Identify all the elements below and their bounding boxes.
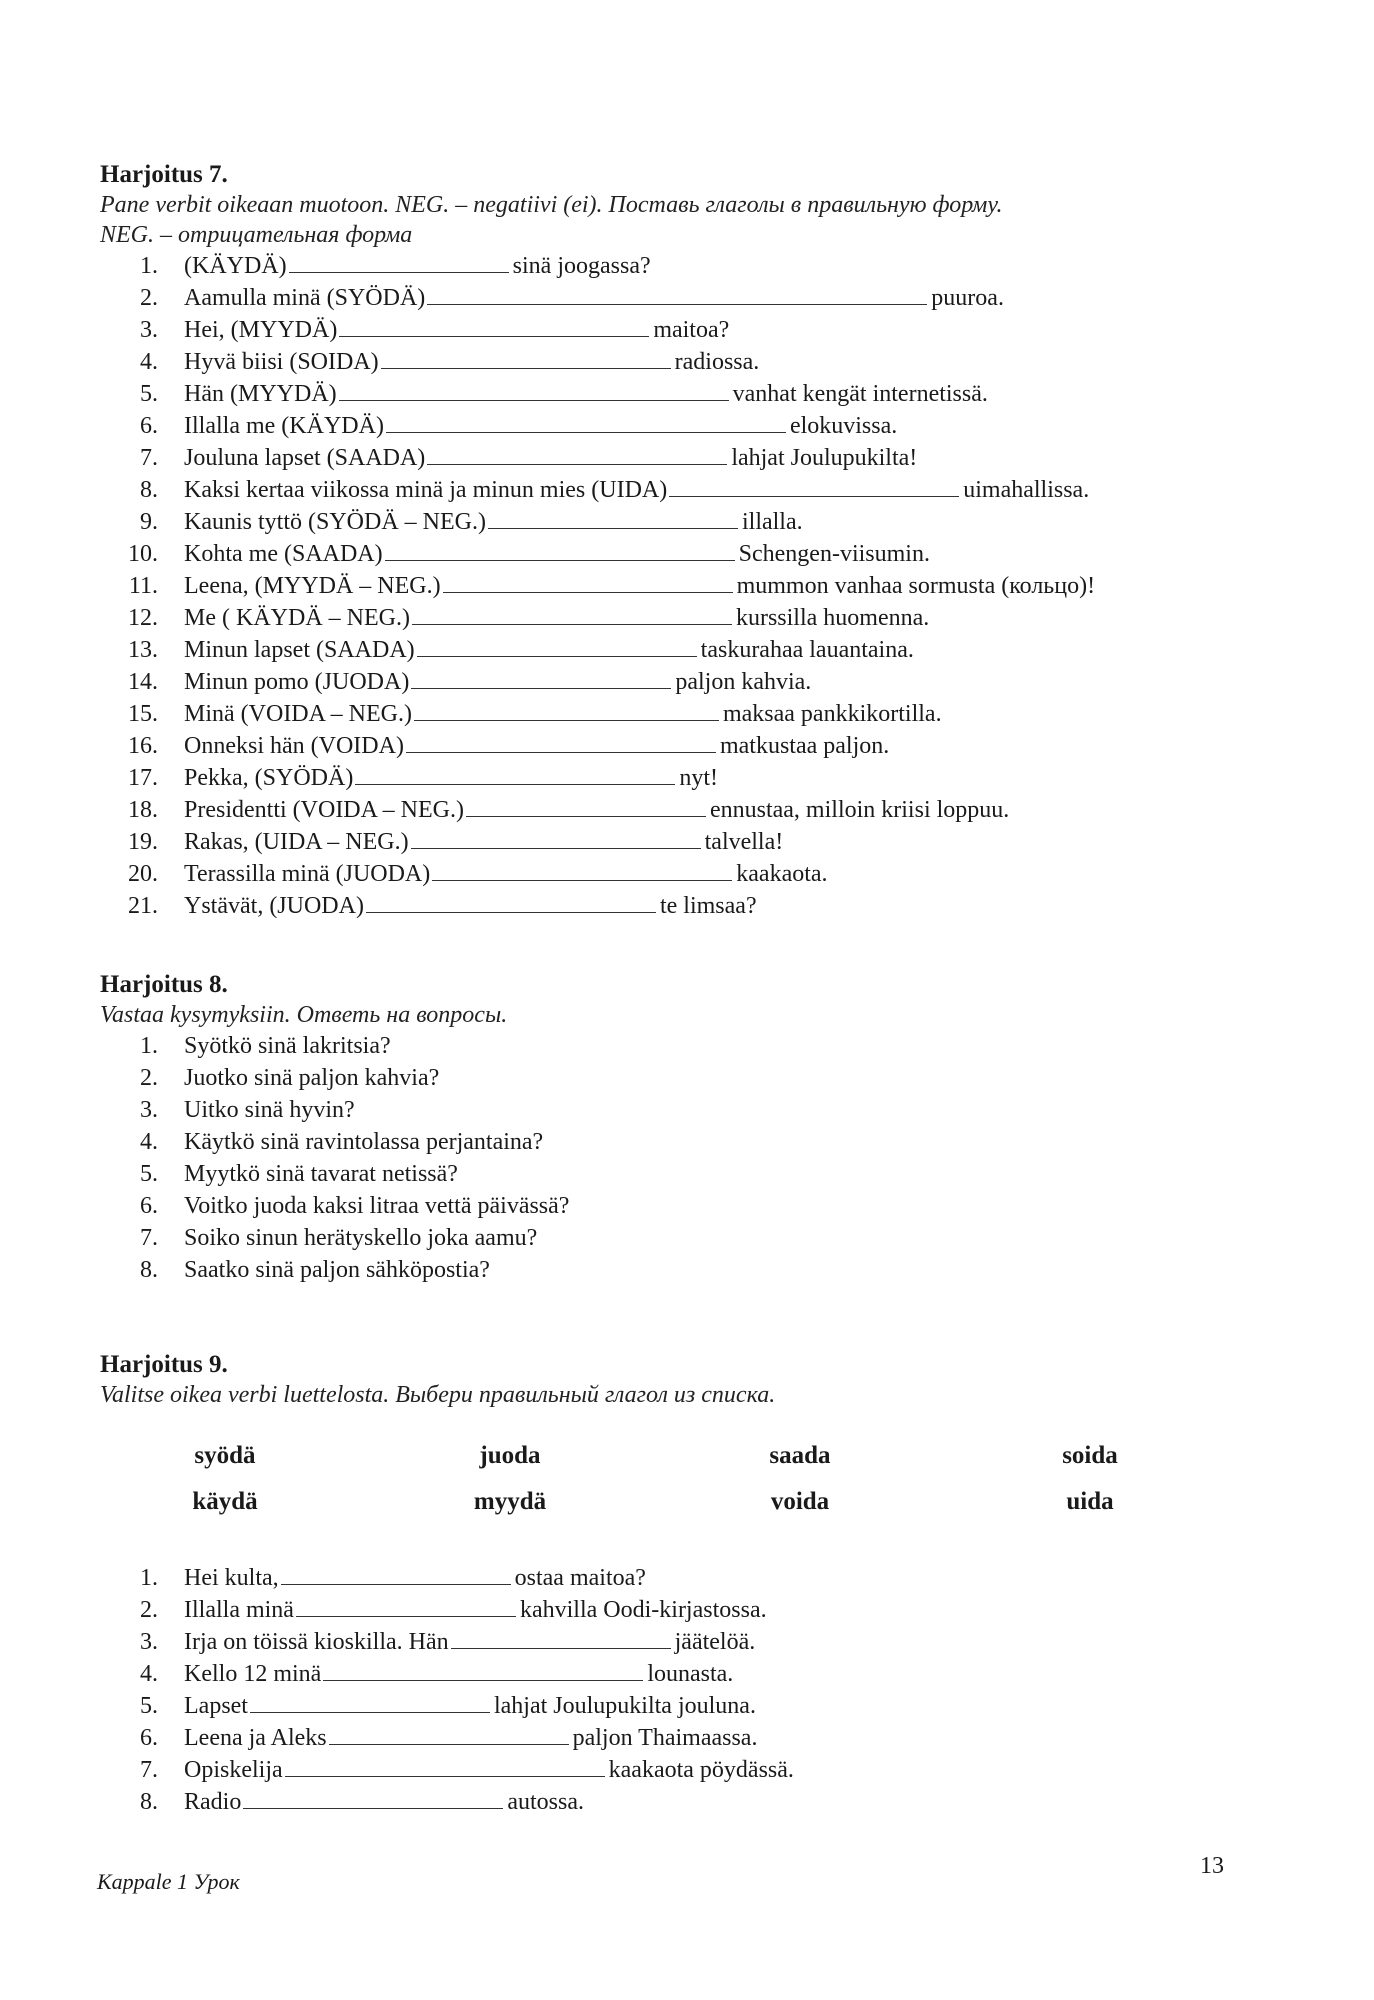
exercise-9-item-prompt: Irja on töissä kioskilla. Hän [184, 1629, 449, 1655]
exercise-7-item-prompt: Ystävät, (JUODA) [184, 893, 364, 919]
exercise-7-instruction: Pane verbit oikeaan muotoon. NEG. – negatiivi (ei). Поставь глаголы в правильную форму. [100, 192, 1003, 218]
exercise-9-answer-blank[interactable] [296, 1594, 516, 1617]
exercise-7-answer-blank[interactable] [669, 474, 959, 497]
exercise-9-item-prompt: Hei kulta, [184, 1565, 279, 1591]
exercise-9 [100, 1350, 775, 1410]
exercise-7-item-text [184, 570, 1095, 602]
exercise-7-item-text [184, 826, 783, 858]
exercise-7-item [100, 826, 1002, 858]
exercise-8-question-number: 6. [140, 1193, 158, 1219]
exercise-7-item-text [184, 602, 929, 634]
exercise-7-item [100, 474, 1090, 506]
exercise-7-item-number: 12. [128, 605, 158, 631]
exercise-9-item-number: 7. [140, 1757, 158, 1783]
exercise-7-answer-blank[interactable] [427, 282, 927, 305]
exercise-7-item-prompt: Aamulla minä (SYÖDÄ) [184, 285, 426, 311]
exercise-9-answer-blank[interactable] [323, 1658, 643, 1681]
exercise-7-item-number: 6. [140, 413, 158, 439]
exercise-7-item-text [184, 282, 1004, 314]
exercise-9-item-text [184, 1594, 767, 1626]
exercise-7-item [100, 602, 1002, 634]
exercise-7-item-continuation: kaakaota. [736, 861, 828, 887]
exercise-7-item-text [184, 378, 988, 410]
exercise-7-answer-blank[interactable] [289, 250, 509, 273]
exercise-7-item-prompt: Minä (VOIDA – NEG.) [184, 701, 412, 727]
exercise-7-item-number: 4. [140, 349, 158, 375]
exercise-7-item-number: 15. [128, 701, 158, 727]
verb-word: myydä [473, 1488, 547, 1515]
exercise-7-item-text [184, 634, 914, 666]
exercise-7-item-text [184, 410, 897, 442]
exercise-7-item-number: 5. [140, 381, 158, 407]
exercise-7-item [100, 378, 1002, 410]
exercise-7-answer-blank[interactable] [381, 346, 671, 369]
exercise-7-item-number: 9. [140, 509, 158, 535]
exercise-7-item-prompt: Minun pomo (JUODA) [184, 669, 410, 695]
exercise-9-item-number: 4. [140, 1661, 158, 1687]
exercise-7-item-prompt: Kohta me (SAADA) [184, 541, 383, 567]
exercise-7-item-text [184, 890, 757, 922]
exercise-9-item-continuation: lahjat Joulupukilta jouluna. [493, 1693, 756, 1719]
exercise-7-item-prompt: Hän (MYYDÄ) [184, 381, 337, 407]
exercise-9-item-continuation: jäätelöä. [674, 1629, 756, 1655]
exercise-7-item [100, 730, 1002, 762]
exercise-7-item-number: 20. [128, 861, 158, 887]
exercise-7-item-number: 8. [140, 477, 158, 503]
exercise-7 [100, 160, 1096, 922]
exercise-9-item-number: 6. [140, 1725, 158, 1751]
exercise-8-instruction: Vastaa kysymyksiin. Ответь на вопросы. [100, 1002, 508, 1028]
exercise-7-item-number: 14. [128, 669, 158, 695]
exercise-8-question-text: Syötkö sinä lakritsia? [184, 1033, 391, 1059]
exercise-7-item [100, 442, 1002, 474]
exercise-9-answer-blank[interactable] [329, 1722, 569, 1745]
exercise-7-item-continuation: taskurahaa lauantaina. [700, 637, 914, 663]
exercise-7-item-continuation: puuroa. [931, 285, 1004, 311]
exercise-7-list [100, 250, 1096, 922]
exercise-7-answer-blank[interactable] [339, 378, 729, 401]
exercise-8-question-text: Voitko juoda kaksi litraa vettä päivässä? [184, 1193, 570, 1219]
exercise-9-item-continuation: lounasta. [647, 1661, 734, 1687]
exercise-9-item-text [184, 1722, 757, 1754]
exercise-7-item-text [184, 698, 942, 730]
exercise-7-answer-blank[interactable] [385, 538, 735, 561]
exercise-8-question-text: Juotko sinä paljon kahvia? [184, 1065, 440, 1091]
exercise-7-item-prompt: Leena, (MYYDÄ – NEG.) [184, 573, 441, 599]
exercise-8-list [100, 1030, 570, 1286]
exercise-7-answer-blank[interactable] [339, 314, 649, 337]
exercise-9-answer-blank[interactable] [281, 1562, 511, 1585]
exercise-7-answer-blank[interactable] [411, 826, 701, 849]
exercise-9-item-continuation: paljon Thaimaassa. [572, 1725, 758, 1751]
exercise-9-item-number: 3. [140, 1629, 158, 1655]
exercise-7-item-text [184, 538, 930, 570]
exercise-7-item-text [184, 666, 811, 698]
exercise-7-item-prompt: Hei, (MYYDÄ) [184, 317, 338, 343]
exercise-7-item-number: 3. [140, 317, 158, 343]
exercise-7-item-text [184, 314, 729, 346]
page-number: 13 [1200, 1853, 1224, 1879]
verb-word: uida [1066, 1488, 1114, 1515]
exercise-8-question [100, 1126, 544, 1158]
exercise-9-item-prompt: Leena ja Aleks [184, 1725, 327, 1751]
exercise-7-item-text [184, 762, 718, 794]
exercise-9-item-number: 1. [140, 1565, 158, 1591]
exercise-7-answer-blank[interactable] [466, 794, 706, 817]
exercise-9-answer-blank[interactable] [243, 1786, 503, 1809]
exercise-8-question [100, 1062, 507, 1094]
exercise-7-item-text [184, 442, 917, 474]
exercise-7-item-continuation: nyt! [679, 765, 718, 791]
exercise-7-item-number: 21. [128, 893, 158, 919]
exercise-8-question-number: 2. [140, 1065, 158, 1091]
exercise-7-item [100, 794, 1010, 826]
exercise-7-item-continuation: lahjat Joulupukilta! [731, 445, 918, 471]
exercise-7-item-prompt: Onneksi hän (VOIDA) [184, 733, 404, 759]
exercise-7-answer-blank[interactable] [443, 570, 733, 593]
exercise-8-question [100, 1158, 507, 1190]
exercise-7-item-number: 1. [140, 253, 158, 279]
exercise-9-answer-blank[interactable] [451, 1626, 671, 1649]
exercise-8-question [100, 1222, 538, 1254]
exercise-8 [100, 970, 570, 1286]
exercise-7-item-prompt: Pekka, (SYÖDÄ) [184, 765, 354, 791]
exercise-8-question-text: Myytkö sinä tavarat netissä? [184, 1161, 458, 1187]
verb-word: saada [769, 1442, 831, 1469]
exercise-8-question [100, 1254, 507, 1286]
exercise-7-item-text [184, 794, 1009, 826]
exercise-7-item-number: 16. [128, 733, 158, 759]
exercise-7-item [100, 762, 1002, 794]
exercise-9-item-text [184, 1626, 755, 1658]
exercise-9-item-prompt: Lapset [184, 1693, 248, 1719]
exercise-8-question-number: 7. [140, 1225, 158, 1251]
exercise-8-question-number: 5. [140, 1161, 158, 1187]
exercise-8-question [100, 1094, 507, 1126]
exercise-8-title: Harjoitus 8. [100, 971, 228, 998]
exercise-9-item-text [184, 1562, 646, 1594]
exercise-7-item-number: 17. [128, 765, 158, 791]
exercise-7-item [100, 282, 1002, 314]
exercise-7-item-text [184, 506, 803, 538]
exercise-7-item-prompt: Terassilla minä (JUODA) [184, 861, 431, 887]
exercise-7-item-prompt: Illalla me (KÄYDÄ) [184, 413, 384, 439]
exercise-7-item [100, 698, 1002, 730]
exercise-7-item-prompt: Presidentti (VOIDA – NEG.) [184, 797, 464, 823]
exercise-7-answer-blank[interactable] [412, 602, 732, 625]
exercise-7-item-continuation: maksaa pankkikortilla. [722, 701, 942, 727]
exercise-7-item-continuation: Schengen-viisumin. [738, 541, 930, 567]
exercise-7-item [100, 666, 1002, 698]
exercise-7-item-number: 7. [140, 445, 158, 471]
exercise-8-question [100, 1030, 507, 1062]
exercise-7-item-continuation: matkustaa paljon. [719, 733, 890, 759]
exercise-7-item-continuation: mummon vanhaa sormusta (кольцо)! [736, 573, 1096, 599]
exercise-9-item-continuation: kaakaota pöydässä. [608, 1757, 794, 1783]
exercise-7-item-continuation: paljon kahvia. [675, 669, 812, 695]
exercise-7-item [100, 890, 1002, 922]
exercise-7-item-continuation: uimahallissa. [963, 477, 1090, 503]
exercise-7-item-number: 13. [128, 637, 158, 663]
exercise-7-answer-blank[interactable] [411, 666, 671, 689]
exercise-7-item-prompt: Hyvä biisi (SOIDA) [184, 349, 379, 375]
exercise-9-item-prompt: Opiskelija [184, 1757, 283, 1783]
exercise-7-item [100, 314, 1002, 346]
exercise-7-item-number: 2. [140, 285, 158, 311]
exercise-7-item-continuation: te limsaa? [659, 893, 757, 919]
exercise-8-question-number: 4. [140, 1129, 158, 1155]
exercise-7-item-prompt: Kaunis tyttö (SYÖDÄ – NEG.) [184, 509, 486, 535]
exercise-9-answer-blank[interactable] [250, 1690, 490, 1713]
chapter-label: Kappale 1 Урок [97, 1869, 240, 1894]
exercise-7-item [100, 570, 1096, 602]
exercise-9-item-number: 8. [140, 1789, 158, 1815]
exercise-7-answer-blank[interactable] [355, 762, 675, 785]
verb-word: soida [1062, 1442, 1118, 1469]
exercise-7-item-prompt: Minun lapset (SAADA) [184, 637, 415, 663]
exercise-7-item-continuation: ennustaa, milloin kriisi loppuu. [709, 797, 1010, 823]
exercise-9-answer-blank[interactable] [285, 1754, 605, 1777]
exercise-7-item-prompt: (KÄYDÄ) [184, 253, 287, 279]
exercise-8-question-number: 3. [140, 1097, 158, 1123]
exercise-8-question-text: Saatko sinä paljon sähköpostia? [184, 1257, 490, 1283]
exercise-8-question-text: Soiko sinun herätyskello joka aamu? [184, 1225, 538, 1251]
exercise-7-item-text [184, 250, 651, 282]
exercise-7-item [100, 346, 1002, 378]
verb-word: syödä [194, 1442, 256, 1469]
exercise-7-item-text [184, 474, 1089, 506]
exercise-7-item [100, 250, 1002, 282]
exercise-7-item-prompt: Kaksi kertaa viikossa minä ja minun mies (UIDA) [184, 477, 668, 503]
exercise-9-item-text [184, 1658, 733, 1690]
exercise-8-question-number: 1. [140, 1033, 158, 1059]
verb-word: voida [770, 1488, 830, 1515]
exercise-7-item-continuation: illalla. [741, 509, 803, 535]
exercise-9-item-prompt: Kello 12 minä [184, 1661, 322, 1687]
exercise-7-item-continuation: talvella! [704, 829, 784, 855]
exercise-9-instruction: Valitse oikea verbi luettelosta. Выбери правильный глагол из списка. [100, 1382, 776, 1408]
exercise-7-answer-blank[interactable] [427, 442, 727, 465]
exercise-7-instruction-neg: NEG. – отрицательная форма [100, 222, 413, 248]
exercise-7-item [100, 506, 1002, 538]
exercise-8-question-number: 8. [140, 1257, 158, 1283]
exercise-7-item [100, 538, 1002, 570]
exercise-7-item-number: 11. [128, 573, 158, 599]
exercise-7-item-number: 18. [128, 797, 158, 823]
exercise-7-answer-blank[interactable] [366, 890, 656, 913]
exercise-7-answer-blank[interactable] [488, 506, 738, 529]
exercise-7-item-text [184, 346, 759, 378]
exercise-7-item [100, 410, 1002, 442]
exercise-9-item-continuation: kahvilla Oodi-kirjastossa. [519, 1597, 767, 1623]
exercise-9-title: Harjoitus 9. [100, 1351, 228, 1378]
exercise-8-question [100, 1190, 570, 1222]
exercise-7-item-continuation: vanhat kengät internetissä. [732, 381, 988, 407]
exercise-9-item-continuation: ostaa maitoa? [514, 1565, 646, 1591]
verb-word: käydä [192, 1488, 258, 1515]
verb-word: juoda [479, 1442, 541, 1469]
exercise-7-item-continuation: kurssilla huomenna. [735, 605, 930, 631]
exercise-7-item-text [184, 858, 828, 890]
exercise-7-answer-blank[interactable] [406, 730, 716, 753]
exercise-9-item-continuation: autossa. [507, 1789, 584, 1815]
exercise-7-answer-blank[interactable] [432, 858, 732, 881]
exercise-9-item-prompt: Radio [184, 1789, 242, 1815]
exercise-7-item-continuation: sinä joogassa? [512, 253, 651, 279]
exercise-7-item-text [184, 730, 889, 762]
exercise-9-item-text [184, 1786, 584, 1818]
exercise-9-item-text [184, 1754, 794, 1786]
exercise-7-title: Harjoitus 7. [100, 161, 228, 188]
exercise-7-item-continuation: maitoa? [653, 317, 730, 343]
exercise-9-item-prompt: Illalla minä [184, 1597, 294, 1623]
exercise-7-item-prompt: Jouluna lapset (SAADA) [184, 445, 426, 471]
exercise-7-item-continuation: elokuvissa. [789, 413, 898, 439]
exercise-8-question-text: Käytkö sinä ravintolassa perjantaina? [184, 1129, 544, 1155]
exercise-7-answer-blank[interactable] [386, 410, 786, 433]
exercise-9-item-number: 5. [140, 1693, 158, 1719]
exercise-7-item [100, 858, 1002, 890]
exercise-7-answer-blank[interactable] [417, 634, 697, 657]
exercise-8-question-text: Uitko sinä hyvin? [184, 1097, 355, 1123]
exercise-7-item-prompt: Rakas, (UIDA – NEG.) [184, 829, 409, 855]
exercise-7-item-number: 10. [128, 541, 158, 567]
exercise-7-item-continuation: radiossa. [674, 349, 760, 375]
exercise-9-item-number: 2. [140, 1597, 158, 1623]
exercise-9-item-text [184, 1690, 756, 1722]
exercise-7-item-prompt: Me ( KÄYDÄ – NEG.) [184, 605, 410, 631]
exercise-7-answer-blank[interactable] [414, 698, 719, 721]
exercise-7-item [100, 634, 1002, 666]
exercise-7-item-number: 19. [128, 829, 158, 855]
